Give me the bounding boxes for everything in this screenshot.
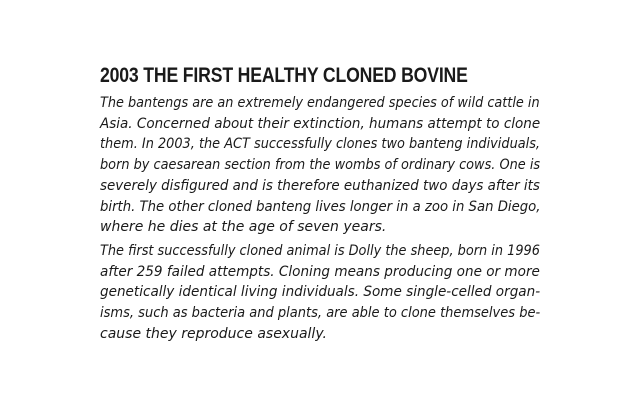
- paragraph-line: The bantengs are an extremely endangered species of wild cattle in: [100, 95, 540, 111]
- paragraph-line: birth. The other cloned banteng lives longer in a zoo in San Diego,: [100, 198, 541, 215]
- paragraph-line: born by caesarean section from the wombs of ordinary cows. One is: [100, 157, 541, 174]
- paragraph-dolly: [100, 241, 540, 345]
- paragraph-line: The first successfully cloned animal is Dolly the sheep, born in 1996: [100, 243, 540, 259]
- paragraph-line: them. In 2003, the ACT successfully clones two banteng individuals,: [100, 136, 541, 153]
- paragraph-line: genetically identical living individuals. Some single-celled organ-: [100, 284, 541, 301]
- paragraph-line: isms, such as bacteria and plants, are able to clone themselves be-: [100, 305, 541, 322]
- paragraph-line: cause they reproduce asexually.: [100, 325, 327, 342]
- article-title: 2003 THE FIRST HEALTHY CLONED BOVINE: [100, 64, 468, 87]
- paragraph-line: after 259 failed attempts. Cloning means producing one or more: [100, 263, 540, 280]
- paragraph-line: severely disfigured and is therefore euthanized two days after its: [100, 177, 540, 194]
- paragraph-line: Asia. Concerned about their extinction, humans attempt to clone: [100, 115, 541, 132]
- paragraph-banteng: [100, 93, 540, 238]
- paragraph-line: where he dies at the age of seven years.: [100, 219, 387, 236]
